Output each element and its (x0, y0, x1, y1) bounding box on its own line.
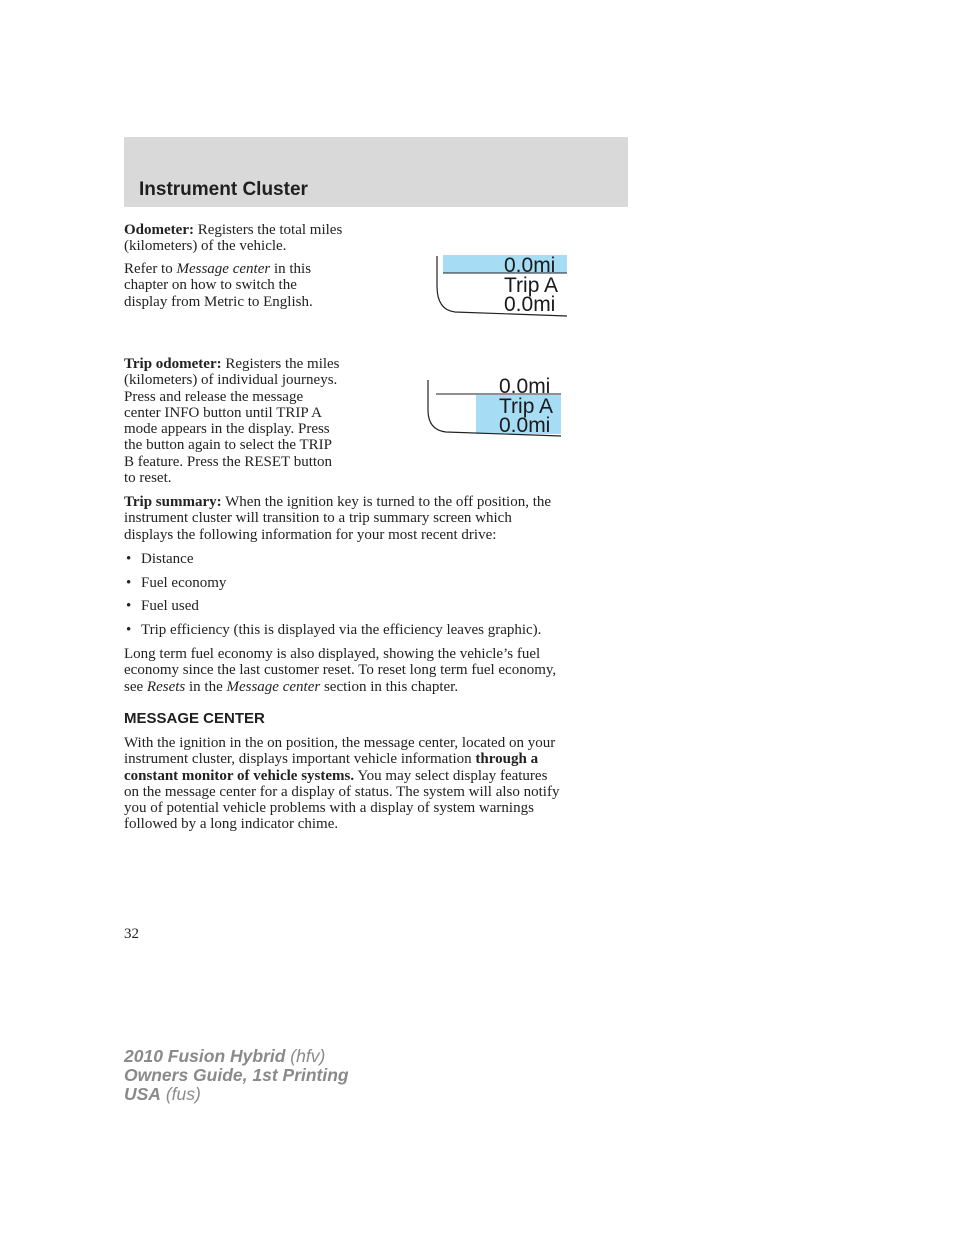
list-item: • Trip efficiency (this is displayed via the efficiency leaves graphic). (126, 621, 542, 638)
odometer-text-2: (kilometers) of the vehicle. (124, 238, 287, 255)
trip-summary-list (124, 551, 634, 645)
trip-odometer-line: Press and release the message (124, 388, 304, 405)
list-item: • Distance (126, 551, 194, 567)
refer-text-2: in this (270, 261, 312, 277)
trip-odometer-line: the button again to select the TRIP (124, 437, 333, 454)
trip-odometer-label: Trip odometer: (124, 356, 222, 372)
odometer-paragraph (124, 222, 384, 255)
message-center-paragraph (124, 735, 634, 833)
odometer-label: Odometer: (124, 222, 194, 238)
trip-line-1: 0.0mi (499, 375, 551, 398)
page-number: 32 (124, 926, 139, 942)
message-center-reference: Message center (176, 261, 271, 277)
document-footer (124, 1047, 349, 1104)
message-center-heading: MESSAGE CENTER (124, 710, 265, 727)
odometer-text: Registers the total miles (197, 222, 343, 238)
trip-line-2: Trip A (499, 395, 554, 418)
trip-odometer-text: Registers the miles (225, 356, 340, 372)
footer-market: USA (124, 1084, 161, 1104)
trip-display-illustration (410, 372, 570, 444)
footer-code: (hfv) (285, 1046, 326, 1066)
long-term-text: in the (185, 678, 227, 695)
trip-odometer-line: B feature. Press the RESET button (124, 453, 333, 470)
refer-text: Refer to (124, 261, 177, 277)
list-item: • Fuel used (126, 598, 199, 615)
trip-odometer-paragraph (124, 356, 394, 486)
footer-model: 2010 Fusion Hybrid (124, 1046, 286, 1066)
message-center-line-6: followed by a long indicator chime. (124, 816, 339, 833)
list-item-text: Fuel used (141, 598, 199, 615)
footer-edition: Owners Guide, 1st Printing (124, 1065, 349, 1085)
message-center-line-4: on the message center for a display of status. The system will also notify (124, 783, 560, 800)
resets-reference: Resets (146, 678, 186, 695)
trip-summary-line-2: instrument cluster will transition to a trip summary screen which (124, 510, 512, 527)
long-term-line-2: economy since the last customer reset. To reset long term fuel economy, (124, 662, 557, 679)
refer-line-3: display from Metric to English. (124, 293, 313, 310)
trip-summary-text: When the ignition key is turned to the off position, the (225, 494, 552, 510)
trip-line-3: 0.0mi (499, 414, 551, 437)
trip-odometer-line: center INFO button until TRIP A (124, 404, 322, 421)
trip-odometer-line: mode appears in the display. Press (124, 421, 330, 438)
odometer-line-3: 0.0mi (504, 293, 556, 316)
message-center-text: instrument cluster, displays important vehicle information (124, 751, 476, 768)
trip-odometer-line: (kilometers) of individual journeys. (124, 372, 338, 389)
message-center-text: You may select display features (354, 767, 548, 784)
trip-summary-line-3: displays the following information for your most recent drive: (124, 526, 497, 543)
message-center-reference: Message center (226, 678, 321, 695)
message-center-line-5: you of potential vehicle problems with a display of system warnings (124, 800, 534, 817)
trip-odometer-line: to reset. (124, 470, 172, 487)
section-header-band (124, 137, 628, 207)
message-center-line-1: With the ignition in the on position, the message center, located on your (124, 735, 556, 751)
long-term-line-1: Long term fuel economy is also displayed, showing the vehicle’s fuel (124, 646, 541, 662)
message-center-bold: constant monitor of vehicle systems. (124, 767, 355, 784)
trip-summary-paragraph (124, 494, 634, 543)
long-term-text: section in this chapter. (320, 678, 459, 695)
odometer-line-1: 0.0mi (504, 254, 556, 277)
odometer-display-illustration (415, 250, 575, 322)
list-item-text: Distance (141, 551, 194, 567)
odometer-line-2: Trip A (504, 274, 559, 297)
long-term-paragraph (124, 646, 634, 695)
message-center-bold: through a (475, 751, 539, 768)
trip-summary-label: Trip summary: (124, 494, 222, 510)
list-item: • Fuel economy (126, 574, 227, 591)
section-title: Instrument Cluster (139, 179, 308, 200)
footer-market-code: (fus) (160, 1084, 201, 1104)
long-term-text: see (124, 678, 147, 695)
refer-line-2: chapter on how to switch the (124, 277, 297, 294)
odometer-refer-paragraph (124, 261, 384, 310)
list-item-text: Fuel economy (141, 574, 227, 591)
list-item-text: Trip efficiency (this is displayed via the efficiency leaves graphic). (141, 621, 542, 638)
